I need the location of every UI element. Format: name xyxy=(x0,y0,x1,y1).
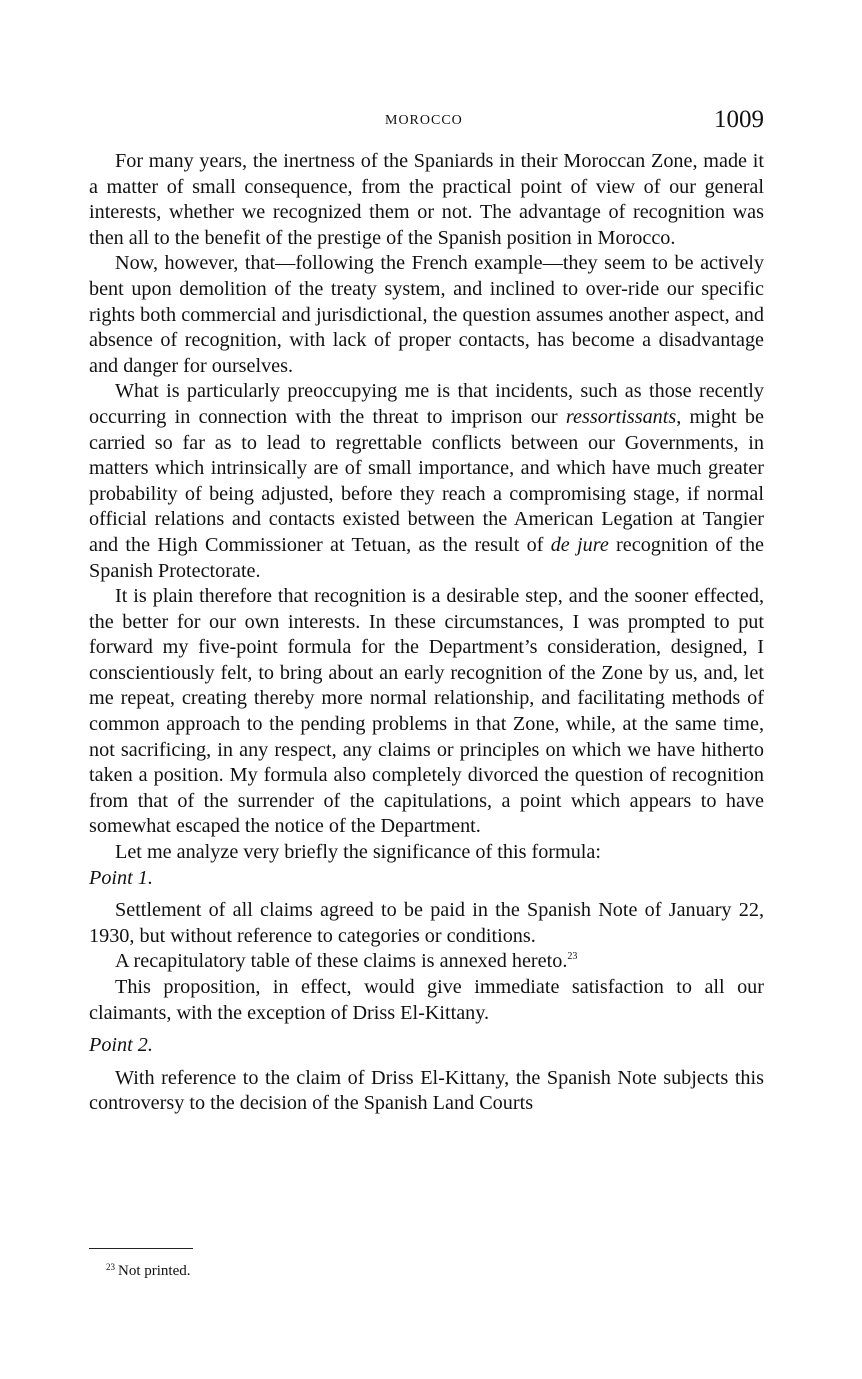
table-note-text: A recapitulatory table of these claims is annexed hereto. xyxy=(115,950,568,973)
footnote-mark: 23 xyxy=(106,1262,115,1272)
point-1-proposition: This proposition, in effect, would give immediate satisfaction to all our claimants, with the exception of Driss El-Kittany. xyxy=(89,976,764,1024)
paragraph-3-part-2: , might be carried so far as to lead to regrettable conflicts between our Governments, in matters which intrinsically are of small importance, and which have much greater probability of being adjusted, before they reach a compromising stage, if normal official relations and contacts existed between the American Legation at Tangier and the High Commissioner at Tetuan, as the result of xyxy=(89,405,764,556)
italic-de-jure: de jure xyxy=(550,533,609,556)
body-text xyxy=(89,149,764,1117)
paragraph-1: For many years, the inertness of the Spaniards in their Moroccan Zone, made it a matter of small consequence, from the practical point of view of our general interests, whether we recognized them or not. The advantage of recognition was then all to the benefit of the prestige of the Spanish position in Morocco. xyxy=(89,150,764,249)
point-1-heading: Point 1. xyxy=(89,866,153,889)
paragraph-3-part-1: What is particularly preoccupying me is that incidents, such as those recently occurring in connection with the threat to imprison our xyxy=(89,380,764,428)
page-number: 1009 xyxy=(714,106,764,133)
footnote-reference: 23 xyxy=(567,951,578,963)
footnote xyxy=(106,1262,191,1280)
footnote-text: Not printed. xyxy=(118,1263,191,1279)
paragraph-2: Now, however, that—following the French example—they seem to be actively bent upon demolition of the treaty system, and inclined to over-ride our specific rights both commercial and jurisdictional, the question assumes another aspect, and absence of recognition, with lack of proper contacts, has become a disadvantage and danger for ourselves. xyxy=(89,252,764,377)
paragraph-3-part-3: recognition of the Spanish Protectorate. xyxy=(89,533,765,582)
italic-ressortissants: ressortissants xyxy=(565,405,677,428)
point-1-settlement: Settlement of all claims agreed to be paid in the Spanish Note of January 22, 1930, but without reference to categories or conditions. xyxy=(89,899,764,947)
paragraph-5: Let me analyze very briefly the significance of this formula: xyxy=(115,841,601,864)
point-2-heading: Point 2. xyxy=(89,1034,153,1057)
paragraph-4: It is plain therefore that recognition is a desirable step, and the sooner effected, the better for our own interests. In these circumstances, I was prompted to put forward my five-point formula for the Department’s consideration, designed, I conscientiously felt, to bring about an early recognition of the Zone by us, and, let me repeat, creating thereby more normal relationship, and facilitating methods of common approach to the pending problems in that Zone, while, at the same time, not sacrificing, in any respect, any claims or principles on which we have hitherto taken a position. My formula also completely divorced the question of recognition from that of the surrender of the capitulations, a point which appears to have somewhat escaped the notice of the Department. xyxy=(89,585,764,838)
running-title: MOROCCO xyxy=(385,113,463,128)
footnote-divider xyxy=(89,1248,193,1249)
paragraph-3 xyxy=(89,379,764,584)
point-2-text: With reference to the claim of Driss El-Kittany, the Spanish Note subjects this controversy to the decision of the Spanish Land Courts xyxy=(89,1066,764,1115)
page-header xyxy=(89,106,764,138)
point-1-table-note xyxy=(89,949,764,975)
